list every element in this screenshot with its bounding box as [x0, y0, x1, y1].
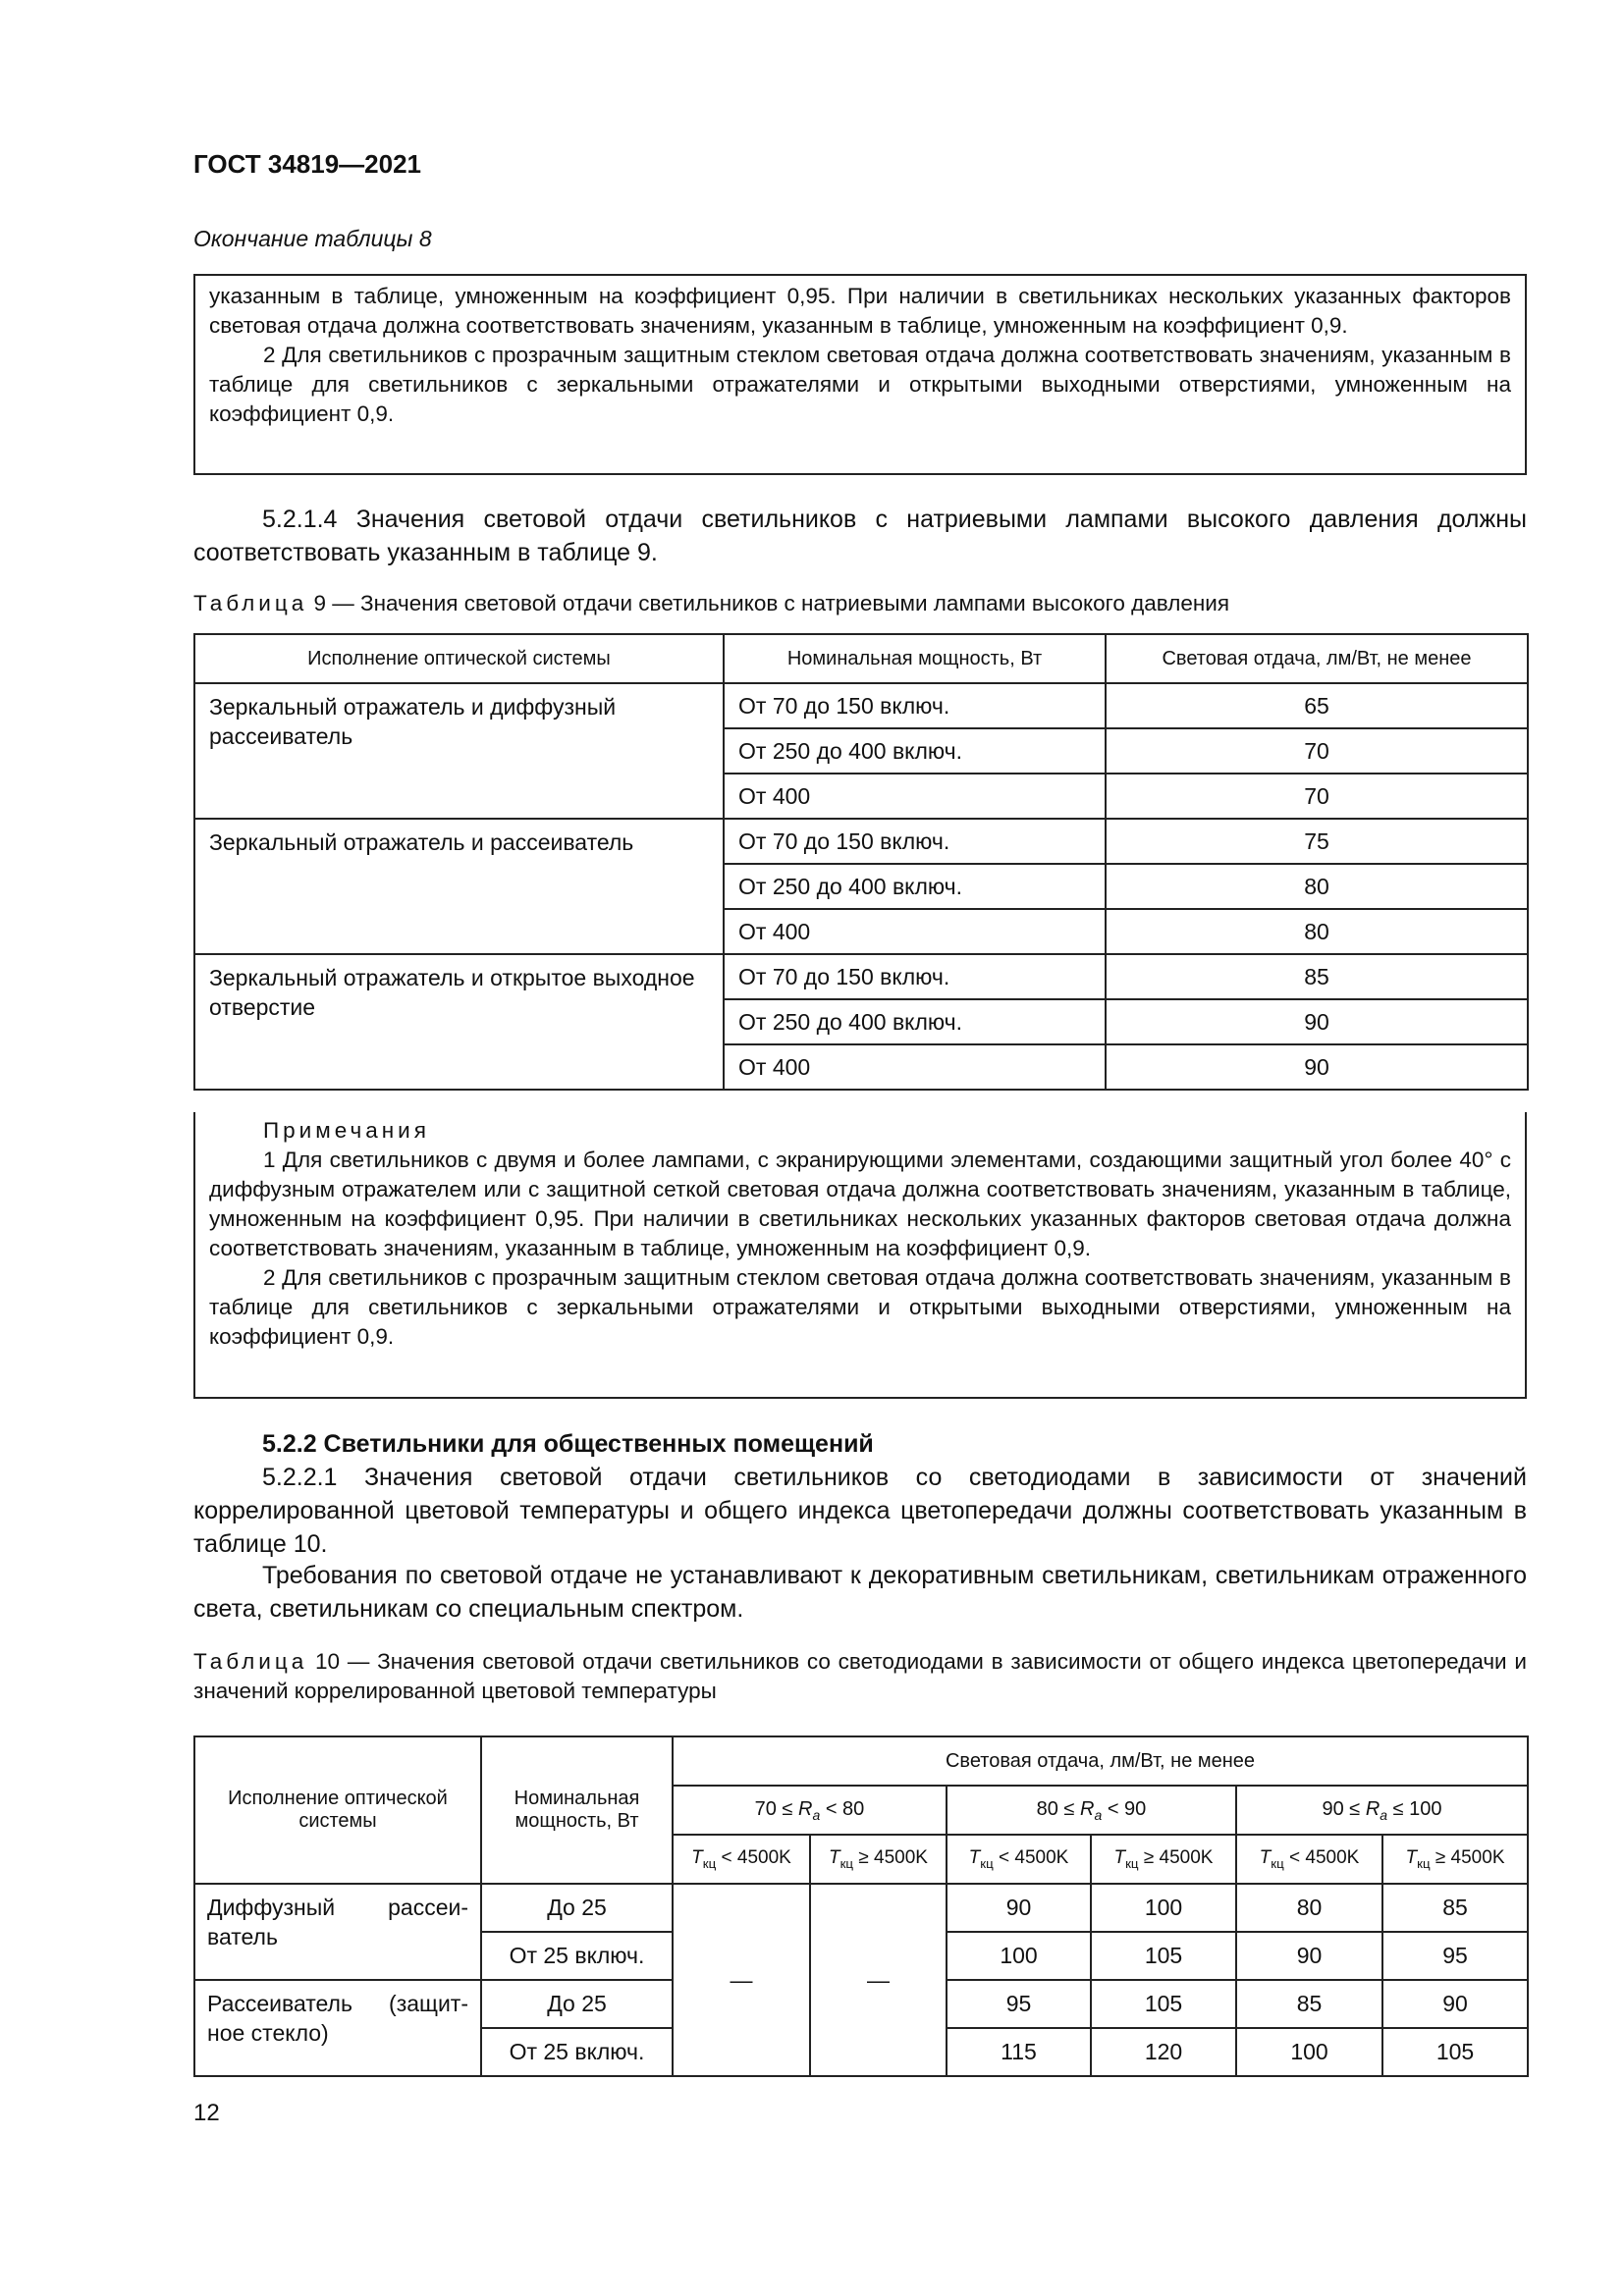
- table10-power-cell: От 25 включ.: [481, 1932, 673, 1980]
- table8-notes-box: [193, 274, 1527, 475]
- table10-caption-word: Таблица: [193, 1649, 308, 1674]
- table-row: [194, 819, 1528, 864]
- table10-value-cell: 90: [947, 1884, 1091, 1932]
- table10-power-cell: От 25 включ.: [481, 2028, 673, 2076]
- table9-power-cell: От 70 до 150 включ.: [724, 683, 1106, 728]
- table10-value-cell: 105: [1091, 1932, 1236, 1980]
- paragraph-requirements: Требования по световой отдаче не устанавливают к декоративным светильникам, светильникам отраженного света, светильникам со специальным спектром.: [193, 1562, 1527, 1623]
- table9-value-cell: 90: [1106, 999, 1528, 1044]
- paragraph-5-2-1-4: 5.2.1.4 Значения световой отдачи светильников с натриевыми лампами высокого давления должны соответствовать указанным в таблице 9.: [193, 506, 1527, 566]
- table10-ra-range-3: $90 \le R_a \le 100$: [1236, 1786, 1528, 1835]
- table10-header-power: Номинальная мощность, Вт: [481, 1736, 673, 1884]
- table10-system-cell: Рассеиватель (защит- ное стекло): [194, 1980, 481, 2076]
- table10-ra-range-2: $80 \le R_a < 90$: [947, 1786, 1236, 1835]
- table9-system-cell: Зеркальный отражатель и открытое выходное отверстие: [194, 954, 724, 1090]
- table10-value-cell: 100: [1091, 1884, 1236, 1932]
- table10-value-cell: 90: [1382, 1980, 1528, 2028]
- table10-value-cell: 105: [1091, 1980, 1236, 2028]
- table9-power-cell: От 250 до 400 включ.: [724, 728, 1106, 774]
- table10-value-cell: 100: [1236, 2028, 1382, 2076]
- table10-power-cell: До 25: [481, 1980, 673, 2028]
- table10-header-output: Световая отдача, лм/Вт, не менее: [673, 1736, 1528, 1786]
- table9-power-cell: От 70 до 150 включ.: [724, 819, 1106, 864]
- table10-value-cell: 120: [1091, 2028, 1236, 2076]
- table9-power-cell: От 250 до 400 включ.: [724, 999, 1106, 1044]
- continuation-caption: Окончание таблицы 8: [193, 226, 432, 251]
- table10-tcc-lt: $T_{кц} < 4500K$: [1236, 1835, 1382, 1884]
- table10-dash-cell: —: [673, 1884, 810, 2076]
- table10-power-cell: До 25: [481, 1884, 673, 1932]
- table10-caption: [193, 1647, 1527, 1706]
- table9-caption: [193, 591, 1229, 616]
- table10-tcc-lt: $T_{кц} < 4500K$: [947, 1835, 1091, 1884]
- table9-power-cell: От 250 до 400 включ.: [724, 864, 1106, 909]
- table10-value-cell: 95: [1382, 1932, 1528, 1980]
- table10-ra-range-1: $70 \le R_a < 80$: [673, 1786, 947, 1835]
- table9-power-cell: От 400: [724, 774, 1106, 819]
- table10-tcc-lt: $T_{кц} < 4500K$: [673, 1835, 810, 1884]
- table9-notes-title: Примечания: [263, 1118, 430, 1143]
- table-row: [194, 1884, 1528, 1932]
- paragraph-5-2-2-1: 5.2.2.1 Значения световой отдачи светильников со светодиодами в зависимости от значений коррелированной цветовой температуры и общего индекса цветопередачи должны соответствовать указанным в таблице 10.: [193, 1464, 1527, 1558]
- table9-power-cell: От 400: [724, 1044, 1106, 1090]
- table10-value-cell: 115: [947, 2028, 1091, 2076]
- table9-header-row: [194, 634, 1528, 683]
- table10-header-row-1: [194, 1736, 1528, 1786]
- table9-value-cell: 90: [1106, 1044, 1528, 1090]
- table9-value-cell: 80: [1106, 909, 1528, 954]
- table-row: [194, 954, 1528, 999]
- table9-header-system: Исполнение оптической системы: [194, 634, 724, 683]
- table9-value-cell: 80: [1106, 864, 1528, 909]
- table9-caption-word: Таблица: [193, 591, 308, 615]
- table9-value-cell: 70: [1106, 774, 1528, 819]
- table9-system-cell: Зеркальный отражатель и рассеиватель: [194, 819, 724, 954]
- table10-value-cell: 100: [947, 1932, 1091, 1980]
- table9-caption-text: 9 — Значения световой отдачи светильников с натриевыми лампами высокого давления: [313, 591, 1230, 615]
- section-5-2-2-title: 5.2.2 Светильники для общественных помещений: [262, 1430, 874, 1458]
- table10-value-cell: 80: [1236, 1884, 1382, 1932]
- table9-header-power: Номинальная мощность, Вт: [724, 634, 1106, 683]
- table10-tcc-ge: $T_{кц} \ge 4500K$: [1382, 1835, 1528, 1884]
- table10-value-cell: 105: [1382, 2028, 1528, 2076]
- table9: [193, 633, 1529, 1091]
- table10-value-cell: 85: [1236, 1980, 1382, 2028]
- page-number: 12: [193, 2100, 220, 2126]
- table-row: [194, 683, 1528, 728]
- table10-value-cell: 90: [1236, 1932, 1382, 1980]
- table9-value-cell: 70: [1106, 728, 1528, 774]
- table10-system-cell: Диффузный рассеи- ватель: [194, 1884, 481, 1980]
- table10-dash-cell: —: [810, 1884, 947, 2076]
- table10-value-cell: 95: [947, 1980, 1091, 2028]
- table9-notes-box: [193, 1112, 1527, 1399]
- table10: [193, 1735, 1529, 2077]
- table10-tcc-ge: $T_{кц} \ge 4500K$: [810, 1835, 947, 1884]
- table9-value-cell: 65: [1106, 683, 1528, 728]
- table10-tcc-ge: $T_{кц} \ge 4500K$: [1091, 1835, 1236, 1884]
- table9-value-cell: 75: [1106, 819, 1528, 864]
- table9-note-1: 1 Для светильников с двумя и более лампами, с экранирующими элементами, создающими защитный угол более 40° с диффузным отражателем или с защитной сеткой световая отдача должна соответствовать значениям, указанным в таблице, умноженным на коэффициент 0,95. При наличии в светильниках нескольких указанных факторов световая отдача должна соответствовать значениям, указанным в таблице, умноженным на коэффициент 0,9.: [209, 1148, 1511, 1260]
- table9-header-output: Световая отдача, лм/Вт, не менее: [1106, 634, 1528, 683]
- table9-note-2: 2 Для светильников с прозрачным защитным стеклом световая отдача должна соответствовать значениям, указанным в таблице для светильников с зеркальными отражателями и открытыми выходными отверстиями, умноженным на коэффициент 0,9.: [209, 1265, 1511, 1349]
- table9-power-cell: От 70 до 150 включ.: [724, 954, 1106, 999]
- table10-value-cell: 85: [1382, 1884, 1528, 1932]
- table9-value-cell: 85: [1106, 954, 1528, 999]
- table8-note-continued: указанным в таблице, умноженным на коэффициент 0,95. При наличии в светильниках нескольких указанных факторов световая отдача должна соответствовать значениям, указанным в таблице, умноженным на коэффициент 0,9.: [209, 284, 1511, 338]
- document-id: ГОСТ 34819—2021: [193, 149, 421, 179]
- table9-system-cell: Зеркальный отражатель и диффузный рассеиватель: [194, 683, 724, 819]
- table10-header-system: Исполнение оптической системы: [194, 1736, 481, 1884]
- table10-caption-text: 10 — Значения световой отдачи светильников со светодиодами в зависимости от общего индекса цветопередачи и значений коррелированной цветовой температуры: [193, 1649, 1527, 1703]
- table9-power-cell: От 400: [724, 909, 1106, 954]
- table8-note-2: 2 Для светильников с прозрачным защитным стеклом световая отдача должна соответствовать значениям, указанным в таблице для светильников с зеркальными отражателями и открытыми выходными отверстиями, умноженным на коэффициент 0,9.: [209, 343, 1511, 426]
